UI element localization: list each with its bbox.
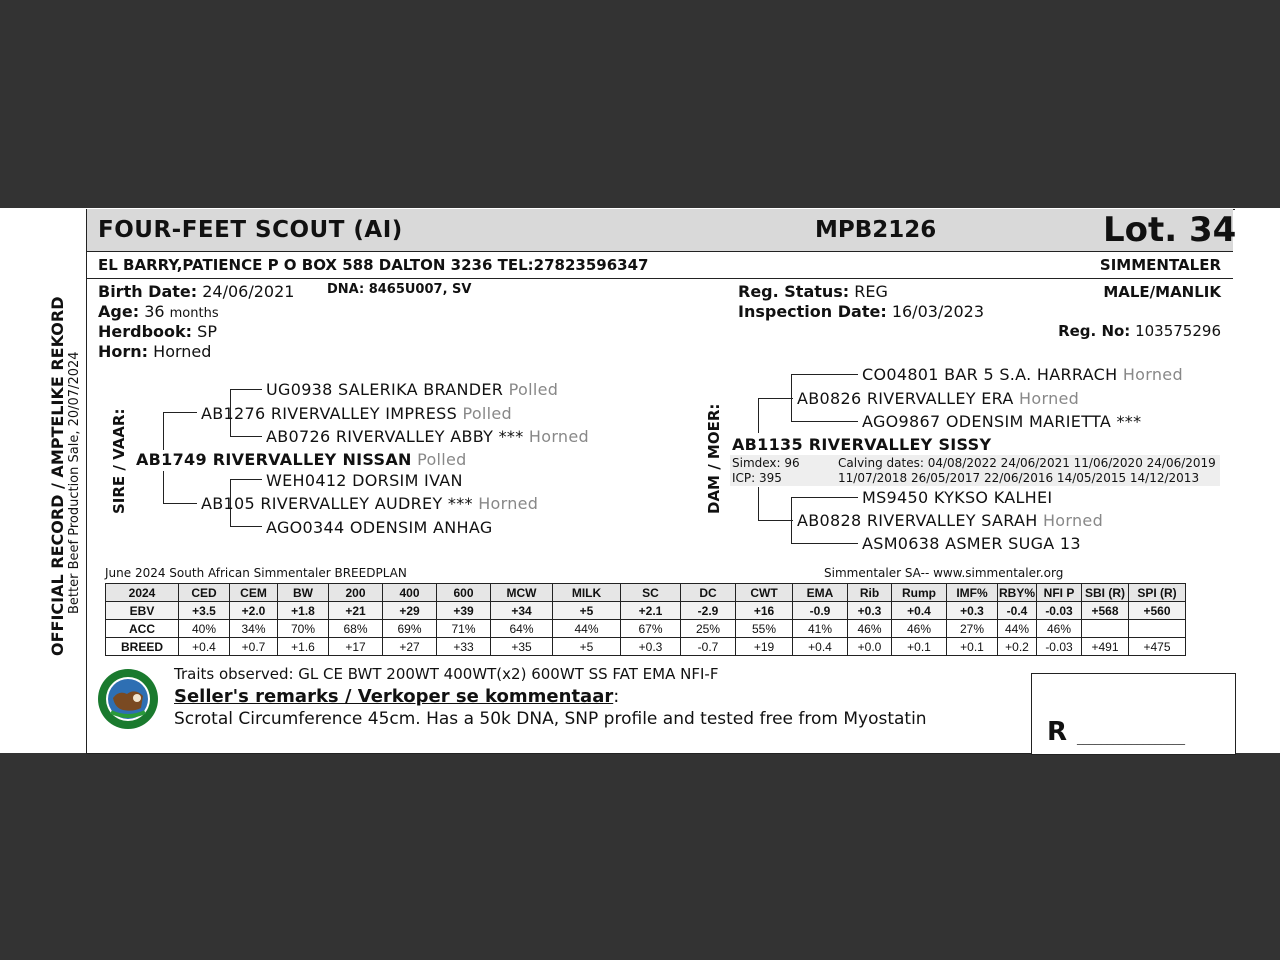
ebv-cell: +568	[1082, 602, 1129, 620]
pedigree-name: UG0938 SALERIKA BRANDER	[266, 380, 504, 399]
horn-status: Horned	[1019, 389, 1080, 408]
sire-sire-dam	[266, 427, 589, 446]
ebv-cell: +0.3	[947, 602, 998, 620]
pedigree-name: AB1276 RIVERVALLEY IMPRESS	[201, 404, 458, 423]
ebv-cell: 67%	[621, 620, 681, 638]
ebv-header-cell: Rump	[892, 584, 947, 602]
ebv-cell: 46%	[892, 620, 947, 638]
ebv-cell: -0.03	[1037, 602, 1082, 620]
animal-code: MPB2126	[815, 217, 937, 243]
reg-status-value: REG	[854, 282, 888, 301]
remarks-title: Seller's remarks / Verkoper se kommentaar	[174, 686, 614, 707]
sex-label: MALE/MANLIK	[1103, 283, 1221, 301]
ebv-cell: 27%	[947, 620, 998, 638]
breedplan-caption: June 2024 South African Simmentaler BREEDPLAN	[105, 566, 407, 580]
ebv-cell: +2.1	[621, 602, 681, 620]
horn-label: Horn:	[98, 342, 149, 361]
sire-name	[136, 450, 467, 469]
owner-details: EL BARRY,PATIENCE P O BOX 588 DALTON 3236 TEL:27823596347	[98, 256, 649, 274]
reg-no-label: Reg. No:	[1058, 322, 1131, 340]
reg-status-row	[738, 282, 888, 301]
dam-sire	[797, 389, 1079, 408]
birth-date-value: 24/06/2021	[202, 282, 295, 301]
ebv-cell: +19	[736, 638, 793, 656]
ebv-row	[106, 620, 1186, 638]
remarks-colon: :	[613, 686, 620, 707]
ebv-header-cell: MCW	[491, 584, 553, 602]
pedigree-name: AB0726 RIVERVALLEY ABBY ***	[266, 427, 524, 446]
pedigree-name: AB1749 RIVERVALLEY NISSAN	[136, 450, 412, 469]
ebv-cell: +0.2	[998, 638, 1037, 656]
reg-status-label: Reg. Status:	[738, 282, 850, 301]
ebv-cell: -0.4	[998, 602, 1037, 620]
sire-dam-sire	[266, 471, 463, 490]
ebv-cell: 46%	[848, 620, 892, 638]
price-input-line[interactable]: __________________	[1077, 731, 1185, 745]
ebv-header-cell: BW	[278, 584, 329, 602]
ebv-header-cell: EMA	[793, 584, 848, 602]
ebv-cell: +491	[1082, 638, 1129, 656]
sire-sire-sire	[266, 380, 558, 399]
ebv-cell: -0.7	[681, 638, 736, 656]
animal-name: FOUR-FEET SCOUT (AI)	[98, 217, 403, 243]
ebv-cell: -0.9	[793, 602, 848, 620]
ebv-cell: -2.9	[681, 602, 736, 620]
ebv-cell: +34	[491, 602, 553, 620]
ebv-header-cell: 400	[383, 584, 437, 602]
pedigree-name: AB0828 RIVERVALLEY SARAH	[797, 511, 1038, 530]
ebv-cell: 71%	[437, 620, 491, 638]
ebv-header-cell: 200	[329, 584, 383, 602]
age-row	[98, 302, 219, 321]
ebv-header-cell: SC	[621, 584, 681, 602]
ebv-cell: 44%	[553, 620, 621, 638]
pedigree-name: AGO9867 ODENSIM MARIETTA ***	[862, 412, 1142, 431]
horn-status: Polled	[462, 404, 512, 423]
horn-status: Horned	[1122, 365, 1183, 384]
herdbook-row	[98, 322, 217, 341]
ebv-cell: 69%	[383, 620, 437, 638]
horn-status: Horned	[1042, 511, 1104, 530]
line	[230, 389, 262, 390]
ebv-cell: +21	[329, 602, 383, 620]
dna-info: DNA: 8465U007, SV	[327, 282, 472, 297]
traits-observed: Traits observed: GL CE BWT 200WT 400WT(x2) 600WT SS FAT EMA NFI-F	[174, 665, 719, 683]
ebv-cell: 41%	[793, 620, 848, 638]
remarks-heading	[174, 686, 619, 707]
age-value: 36	[144, 302, 165, 321]
line	[163, 471, 164, 504]
line	[758, 398, 759, 433]
ebv-cell: +0.7	[230, 638, 278, 656]
ebv-cell: +0.0	[848, 638, 892, 656]
ebv-cell: +0.4	[179, 638, 230, 656]
ebv-cell: +39	[437, 602, 491, 620]
pedigree-name: AB105 RIVERVALLEY AUDREY ***	[201, 494, 473, 513]
line	[230, 526, 262, 527]
dam-calving-dates: Calving dates: 04/08/2022 24/06/2021 11/06/2020 24/06/2019	[838, 456, 1216, 470]
dam-dam	[797, 511, 1103, 530]
ebv-cell: +2.0	[230, 602, 278, 620]
line	[791, 374, 858, 375]
sale-name: Better Beef Production Sale, 20/07/2024	[67, 351, 82, 614]
ebv-cell: +1.6	[278, 638, 329, 656]
ebv-row-label: EBV	[106, 602, 179, 620]
ebv-cell: +0.4	[892, 602, 947, 620]
ebv-cell: +0.3	[848, 602, 892, 620]
breed-label: SIMMENTALER	[1099, 256, 1221, 274]
official-record-label: OFFICIAL RECORD / AMPTELIKE REKORD	[48, 296, 67, 656]
ebv-cell: 46%	[1037, 620, 1082, 638]
ebv-header-cell: CEM	[230, 584, 278, 602]
ebv-cell: +5	[553, 638, 621, 656]
ebv-header-cell: IMF%	[947, 584, 998, 602]
ebv-cell: 68%	[329, 620, 383, 638]
line	[230, 479, 262, 480]
line	[163, 412, 164, 450]
herdbook-value: SP	[197, 322, 217, 341]
dam-sire-sire	[862, 365, 1183, 384]
line	[791, 421, 858, 422]
line	[758, 520, 793, 521]
ebv-row-label: ACC	[106, 620, 179, 638]
reg-no-value: 103575296	[1135, 322, 1221, 340]
ebv-header-cell: SPI (R)	[1129, 584, 1186, 602]
sire-dam	[201, 494, 538, 513]
ebv-cell: +29	[383, 602, 437, 620]
dam-name: AB1135 RIVERVALLEY SISSY	[732, 435, 992, 454]
dam-icp: ICP: 395	[732, 471, 782, 485]
ebv-header-cell: RBY%	[998, 585, 1035, 600]
age-label: Age:	[98, 302, 140, 321]
website-caption: Simmentaler SA-- www.simmentaler.org	[824, 566, 1064, 580]
simmentaler-sa-logo-icon	[97, 668, 159, 730]
lot-number: Lot. 34	[1103, 210, 1237, 250]
ebv-cell: +1.8	[278, 602, 329, 620]
pedigree-name: MS9450 KYKSO KALHEI	[862, 488, 1053, 507]
ebv-cell: +560	[1129, 602, 1186, 620]
ebv-header-cell: SBI (R)	[1082, 584, 1129, 602]
reg-no-row	[1058, 322, 1221, 340]
ebv-cell: 55%	[736, 620, 793, 638]
horn-row	[98, 342, 211, 361]
ebv-cell: 44%	[998, 620, 1037, 638]
ebv-cell: +35	[491, 638, 553, 656]
pedigree-name: WEH0412 DORSIM IVAN	[266, 471, 463, 490]
ebv-header-cell: Rib	[848, 584, 892, 602]
price-symbol: R	[1047, 717, 1068, 747]
ebv-header-row	[106, 584, 1186, 602]
pedigree-name: AGO0344 ODENSIM ANHAG	[266, 518, 493, 537]
age-unit: months	[169, 306, 219, 321]
ebv-cell: 64%	[491, 620, 553, 638]
sire-label: SIRE / VAAR:	[110, 408, 128, 514]
ebv-header-cell: CWT	[736, 584, 793, 602]
ebv-cell: +16	[736, 602, 793, 620]
horn-value: Horned	[153, 342, 212, 361]
inspection-row	[738, 302, 984, 321]
ebv-cell: +3.5	[179, 602, 230, 620]
birth-date-label: Birth Date:	[98, 282, 198, 301]
ebv-cell: +475	[1129, 638, 1186, 656]
ebv-cell: +5	[553, 602, 621, 620]
ebv-cell: 25%	[681, 620, 736, 638]
ebv-row-label: BREED	[106, 638, 179, 656]
dam-label: DAM / MOER:	[705, 403, 723, 514]
ebv-cell: -0.03	[1037, 638, 1082, 656]
ebv-cell: +0.3	[621, 638, 681, 656]
inspection-label: Inspection Date:	[738, 302, 887, 321]
ebv-header-cell: 2024	[106, 584, 179, 602]
dam-dam-dam	[862, 534, 1081, 553]
ebv-header-cell: DC	[681, 584, 736, 602]
pedigree-name: CO04801 BAR 5 S.A. HARRACH	[862, 365, 1118, 384]
dam-simdex: Simdex: 96	[732, 456, 800, 470]
sire-dam-dam	[266, 518, 493, 537]
ebv-cell: +0.1	[947, 638, 998, 656]
ebv-cell: +33	[437, 638, 491, 656]
inspection-value: 16/03/2023	[891, 302, 985, 321]
pedigree-name: AB0826 RIVERVALLEY ERA	[797, 389, 1014, 408]
line	[163, 412, 197, 413]
line	[758, 398, 793, 399]
ebv-header-cell: 600	[437, 584, 491, 602]
remarks-text: Scrotal Circumference 45cm. Has a 50k DNA, SNP profile and tested free from Myostatin	[174, 709, 927, 729]
ebv-header-cell: MILK	[553, 584, 621, 602]
line	[791, 497, 858, 498]
dam-calving-dates-cont: 11/07/2018 26/05/2017 22/06/2016 14/05/2015 14/12/2013	[838, 471, 1200, 485]
horn-status: Polled	[508, 380, 559, 399]
dam-dam-sire	[862, 488, 1052, 507]
ebv-header-cell: NFI P	[1037, 584, 1082, 602]
ebv-cell	[1082, 620, 1129, 638]
line	[758, 487, 759, 520]
ebv-cell	[1129, 620, 1186, 638]
ebv-cell: +27	[383, 638, 437, 656]
dam-sire-dam	[862, 412, 1141, 431]
line	[791, 497, 792, 544]
herdbook-label: Herdbook:	[98, 322, 193, 341]
ebv-cell: 40%	[179, 620, 230, 638]
ebv-header-cell: CED	[179, 584, 230, 602]
horn-status: Polled	[417, 450, 467, 469]
pedigree-name: ASM0638 ASMER SUGA 13	[862, 534, 1081, 553]
line	[791, 543, 858, 544]
ebv-row	[106, 638, 1186, 656]
ebv-cell: 70%	[278, 620, 329, 638]
birth-date-row	[98, 282, 294, 301]
ebv-cell: +0.4	[793, 638, 848, 656]
line	[230, 436, 262, 437]
ebv-row	[106, 602, 1186, 620]
line	[163, 503, 197, 504]
sire-sire	[201, 404, 512, 423]
ebv-cell: +17	[329, 638, 383, 656]
ebv-table	[105, 583, 1186, 656]
horn-status: Horned	[478, 494, 539, 513]
horn-status: Horned	[528, 427, 589, 446]
ebv-cell: +0.1	[892, 638, 947, 656]
ebv-cell: 34%	[230, 620, 278, 638]
